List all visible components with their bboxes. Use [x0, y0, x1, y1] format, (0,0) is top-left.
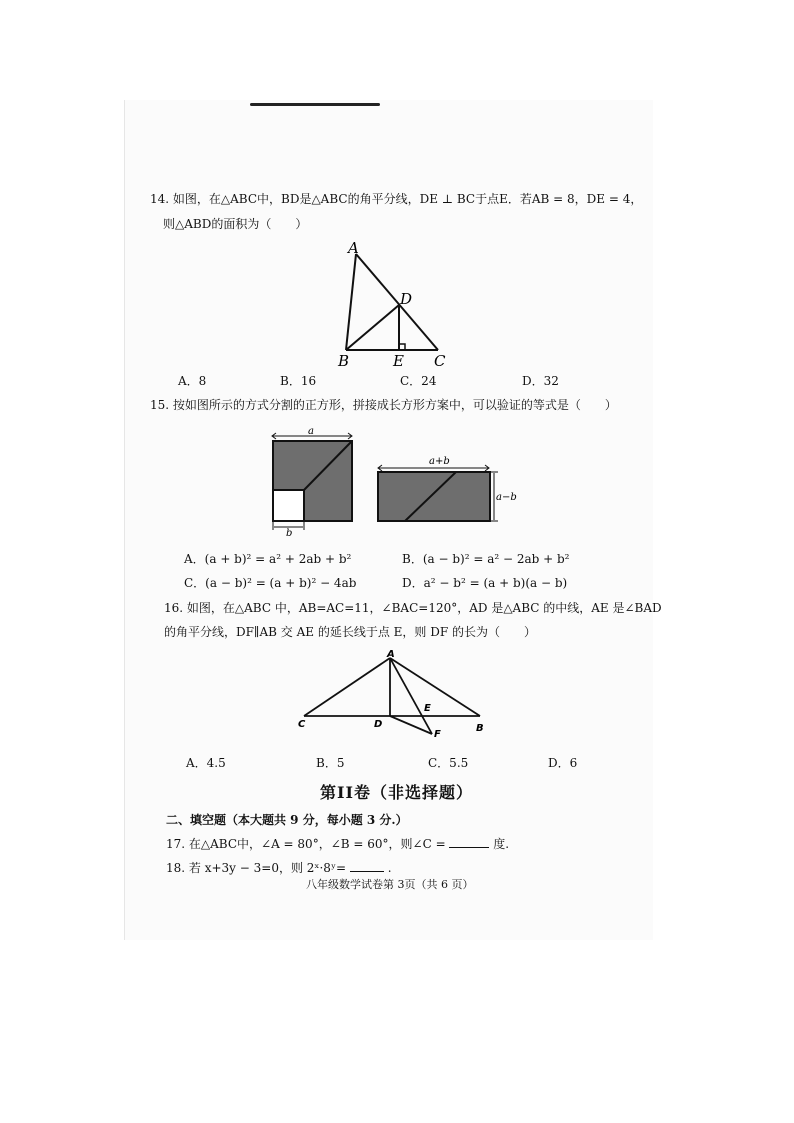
q16-option-a[interactable]: A．4.5: [186, 756, 226, 770]
q16-option-c[interactable]: C．5.5: [428, 756, 469, 770]
q15-option-c[interactable]: C．(a − b)² = (a + b)² − 4ab: [184, 576, 357, 590]
q14-label-a: A: [348, 239, 359, 257]
q17-suffix: 度.: [493, 837, 510, 851]
section-header: 第II卷（非选择题）: [320, 783, 473, 802]
q15-label-a-plus-b: a+b: [429, 456, 450, 467]
q17-answer-blank[interactable]: [449, 837, 489, 848]
q16-option-b[interactable]: B．5: [316, 756, 345, 770]
q16-label-f: F: [434, 729, 441, 740]
q14-label-b: B: [338, 352, 350, 370]
q16-label-e: E: [424, 703, 431, 714]
q15-label-b: b: [286, 528, 293, 536]
q16-label-a: A: [387, 649, 395, 660]
q15-square-figure: [262, 424, 362, 536]
q14-option-a[interactable]: A．8: [178, 374, 207, 388]
q16-option-d[interactable]: D．6: [548, 756, 578, 770]
q15-label-a-minus-b: a−b: [496, 492, 517, 503]
q18-suffix: .: [387, 861, 392, 875]
q16-text-line2: 的角平分线，DF∥AB 交 AE 的延长线于点 E，则 DF 的长为（ ）: [164, 625, 536, 639]
q17-line: [166, 836, 509, 852]
q15-option-a[interactable]: A．(a + b)² = a² + 2ab + b²: [184, 552, 352, 566]
q18-answer-blank[interactable]: [350, 861, 384, 872]
q15-option-d[interactable]: D．a² − b² = (a + b)(a − b): [402, 576, 568, 590]
part2-title: 二、填空题（本大题共 9 分，每小题 3 分.）: [166, 813, 408, 827]
q15-label-a: a: [308, 426, 314, 437]
q14-triangle-figure: [330, 238, 460, 370]
q16-label-c: C: [298, 719, 306, 730]
q14-label-c: C: [434, 352, 446, 370]
q18-prefix: 18. 若 x+3y − 3=0，则 2ˣ·8ʸ=: [166, 861, 347, 875]
q15-rectangle-figure: [372, 452, 522, 527]
scan-edge-mark: [250, 103, 380, 106]
q17-prefix: 17. 在△ABC中，∠A = 80°，∠B = 60°，则∠C =: [166, 837, 446, 851]
q16-text-line1: 16. 如图，在△ABC 中，AB=AC=11，∠BAC=120°，AD 是△ABC 的中线，AE 是∠BAD: [164, 601, 662, 615]
q18-line: [166, 860, 392, 876]
q14-option-d[interactable]: D．32: [522, 374, 559, 388]
q14-label-d: D: [400, 290, 413, 308]
q16-label-d: D: [374, 719, 383, 730]
q15-option-b[interactable]: B．(a − b)² = a² − 2ab + b²: [402, 552, 570, 566]
q14-label-e: E: [393, 352, 404, 370]
page-footer: 八年级数学试卷第 3页（共 6 页）: [306, 878, 474, 891]
q16-triangle-figure: [294, 646, 494, 742]
q15-text-line1: 15. 按如图所示的方式分割的正方形，拼接成长方形方案中，可以验证的等式是（ ）: [150, 398, 617, 412]
q16-label-b: B: [476, 723, 484, 734]
q14-option-c[interactable]: C．24: [400, 374, 437, 388]
q14-text-line2: 则△ABD的面积为（ ）: [163, 217, 308, 231]
q14-option-b[interactable]: B．16: [280, 374, 317, 388]
q14-text-line1: 14. 如图，在△ABC中，BD是△ABC的角平分线，DE ⊥ BC于点E．若AB = 8，DE = 4，: [150, 192, 643, 206]
